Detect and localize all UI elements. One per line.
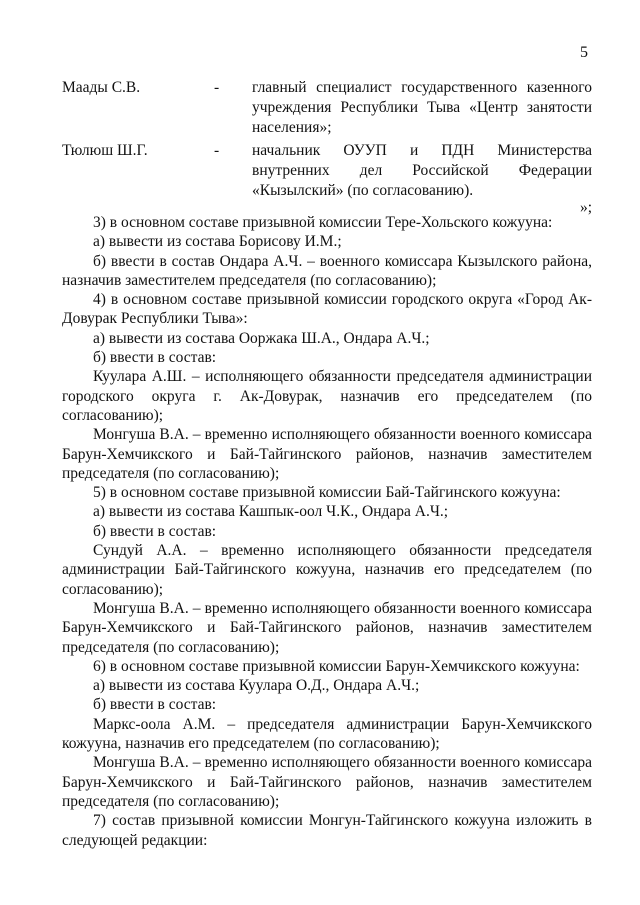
paragraph: 7) состав призывной комиссии Монгун-Тайгинского кожууна изложить в следующей редакции: <box>62 812 592 849</box>
paragraph: Монгуша В.А. – временно исполняющего обязанности военного комиссара Барун-Хемчикского и Бай-Тайгинского районов, назначив заместителем председателя (по согласованию); <box>62 754 592 810</box>
paragraph: Монгуша В.А. – временно исполняющего обязанности военного комиссара Барун-Хемчикского и Бай-Тайгинского районов, назначив заместителем председателя (по согласованию); <box>62 426 592 482</box>
document-body <box>62 213 592 850</box>
paragraph: Маркс-оола А.М. – председателя администрации Барун-Хемчикского кожууна, назначив его председателем (по согласованию); <box>62 715 592 753</box>
page-number: 5 <box>580 44 588 61</box>
paragraph: Куулара А.Ш. – исполняющего обязанности председателя администрации городского округа г. Ак-Довурак, назначив его председателем (по согласованию); <box>62 368 592 424</box>
paragraph: Монгуша В.А. – временно исполняющего обязанности военного комиссара Барун-Хемчикского и Бай-Тайгинского районов, назначив заместителем председателя (по согласованию); <box>62 599 592 656</box>
member-name: Тюлюш Ш.Г. <box>62 142 148 159</box>
member-name: Маады С.В. <box>62 79 141 96</box>
paragraph: б) ввести в состав: <box>93 696 217 714</box>
paragraph: а) вывести из состава Ооржака Ш.А., Ондара А.Ч.; <box>93 329 430 347</box>
paragraph: б) ввести в состав: <box>93 522 217 540</box>
paragraph: б) ввести в состав Ондара А.Ч. – военного комиссара Кызылского района, назначив заместителем председателя (по согласованию); <box>62 252 592 289</box>
member-role: начальник ОУУП и ПДН Министерства внутренних дел Российской Федерации «Кызылский» (по согласованию). <box>252 142 592 199</box>
paragraph: 6) в основном составе призывной комиссии Барун-Хемчикского кожууна: <box>93 657 580 675</box>
member-role: главный специалист государственного казенного учреждения Республики Тыва «Центр занятости населения»; <box>252 79 592 136</box>
member-dash: - <box>214 142 220 159</box>
closing-quote-mark: »; <box>579 199 592 216</box>
paragraph: Сундуй А.А. – временно исполняющего обязанности председателя администрации Бай-Тайгинского кожууна, назначив его председателем (по согласованию); <box>62 542 592 598</box>
member-row <box>62 78 592 136</box>
paragraph: а) вывести из состава Куулара О.Д., Ондара А.Ч.; <box>93 677 420 695</box>
paragraph: а) вывести из состава Борисову И.М.; <box>93 233 342 251</box>
paragraph: 3) в основном составе призывной комиссии Тере-Хольского кожууна: <box>93 214 553 231</box>
paragraph: 5) в основном составе призывной комиссии Бай-Тайгинского кожууна: <box>93 484 561 502</box>
paragraph: а) вывести из состава Кашпык-оол Ч.К., Ондара А.Ч.; <box>93 503 449 521</box>
commission-member-list <box>62 78 592 203</box>
member-row <box>62 141 592 203</box>
paragraph: 4) в основном составе призывной комиссии городского округа «Город Ак-Довурак Республики Тыва»: <box>62 291 592 328</box>
paragraph: б) ввести в состав: <box>93 349 217 367</box>
member-dash: - <box>214 79 220 96</box>
